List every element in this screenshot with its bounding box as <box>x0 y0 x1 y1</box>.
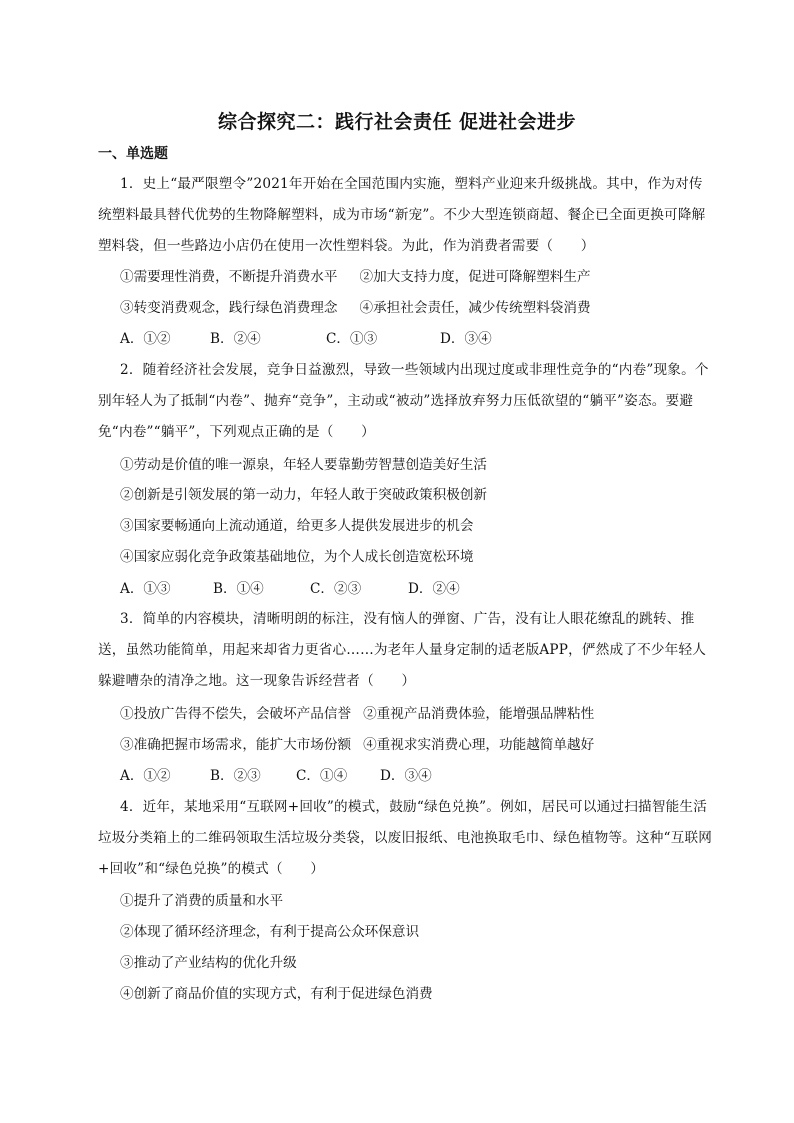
question-1-options-row-2 <box>120 299 591 317</box>
question-2-answers <box>120 580 460 598</box>
question-4-stem: 4．近年，某地采用“互联网+回收”的模式，鼓励“绿色兑换”。例如，居民可以通过扫描智能生活垃圾分类箱上的二维码领取生活垃圾分类袋，以废旧报纸、电池换取毛巾、绿色植物等。这种“互联网+回收”和“绿色兑换”的模式（ ） <box>98 799 713 877</box>
question-2-option-1: ①劳动是价值的唯一源泉，年轻人要靠勤劳智慧创造美好生活 <box>120 457 488 473</box>
question-1-option-2: ②加大支持力度，促进可降解塑料生产 <box>359 269 591 285</box>
question-4-option-4: ④创新了商品价值的实现方式，有利于促进绿色消费 <box>120 986 433 1002</box>
section-heading: 一、单选题 <box>98 146 168 162</box>
question-1-option-4: ④承担社会责任，减少传统塑料袋消费 <box>359 300 591 316</box>
question-3-answer-c: C．①④ <box>296 768 348 784</box>
question-2-option-3: ③国家要畅通向上流动通道，给更多人提供发展进步的机会 <box>120 518 474 534</box>
question-2-answer-a: A．①③ <box>120 581 171 597</box>
question-2-answer-c: C．②③ <box>310 581 362 597</box>
question-3-answer-a: A．①② <box>120 768 171 784</box>
question-2-option-2: ②创新是引领发展的第一动力，年轻人敢于突破政策积极创新 <box>120 487 488 503</box>
question-3-option-4: ④重视求实消费心理，功能越简单越好 <box>363 737 595 753</box>
question-1-answer-a: A．①② <box>120 331 171 347</box>
question-1-answer-b: B．②④ <box>210 331 261 347</box>
question-2-option-4: ④国家应弱化竞争政策基础地位，为个人成长创造宽松环境 <box>120 549 474 565</box>
question-3-option-1: ①投放广告得不偿失，会破坏产品信誉 <box>120 706 352 722</box>
question-3-option-3: ③准确把握市场需求，能扩大市场份额 <box>120 737 352 753</box>
question-1-answers <box>120 330 492 348</box>
page-title: 综合探究二：践行社会责任 促进社会进步 <box>217 111 577 133</box>
question-1-stem: 1．史上“最严限塑令”2021年开始在全国范围内实施，塑料产业迎来升级挑战。其中，作为对传统塑料最具替代优势的生物降解塑料，成为市场“新宠”。不少大型连锁商超、餐企已全面更换可降解塑料袋，但一些路边小店仍在使用一次性塑料袋。为此，作为消费者需要（ ） <box>98 176 706 254</box>
question-4-option-1: ①提升了消费的质量和水平 <box>120 893 284 909</box>
question-4-option-3: ③推动了产业结构的优化升级 <box>120 955 297 971</box>
question-1-answer-d: D．③④ <box>440 331 492 347</box>
question-3-option-2: ②重视产品消费体验，能增强品牌粘性 <box>363 706 595 722</box>
question-1-option-1: ①需要理性消费，不断提升消费水平 <box>120 269 338 285</box>
question-2-answer-b: B．①④ <box>213 581 264 597</box>
question-1-options-row-1 <box>120 268 591 286</box>
question-3-answer-b: B．②③ <box>210 768 261 784</box>
question-3-stem: 3．简单的内容模块，清晰明朗的标注，没有恼人的弹窗、广告，没有让人眼花缭乱的跳转、推送，虽然功能简单，用起来却省力更省心……为老年人量身定制的适老版APP，俨然成了不少年轻人躲避嘈杂的清净之地。这一现象告诉经营者（ ） <box>98 611 707 689</box>
question-3-options-row-2 <box>120 736 594 754</box>
question-2-stem: 2．随着经济社会发展，竞争日益激烈，导致一些领域内出现过度或非理性竞争的“内卷”现象。个别年轻人为了抵制“内卷”、抛弃“竞争”，主动或“被动”选择放弃努力压低欲望的“躺平”姿态。要避免“内卷”“躺平”，下列观点正确的是（ ） <box>98 362 709 440</box>
question-1-answer-c: C．①③ <box>326 331 378 347</box>
question-3-options-row-1 <box>120 705 594 723</box>
question-3-answer-d: D．③④ <box>380 768 432 784</box>
question-3-answers <box>120 767 432 785</box>
question-4-option-2: ②体现了循环经济理念，有利于提高公众环保意识 <box>120 924 420 940</box>
question-2-answer-d: D．②④ <box>408 581 460 597</box>
question-1-option-3: ③转变消费观念，践行绿色消费理念 <box>120 300 338 316</box>
